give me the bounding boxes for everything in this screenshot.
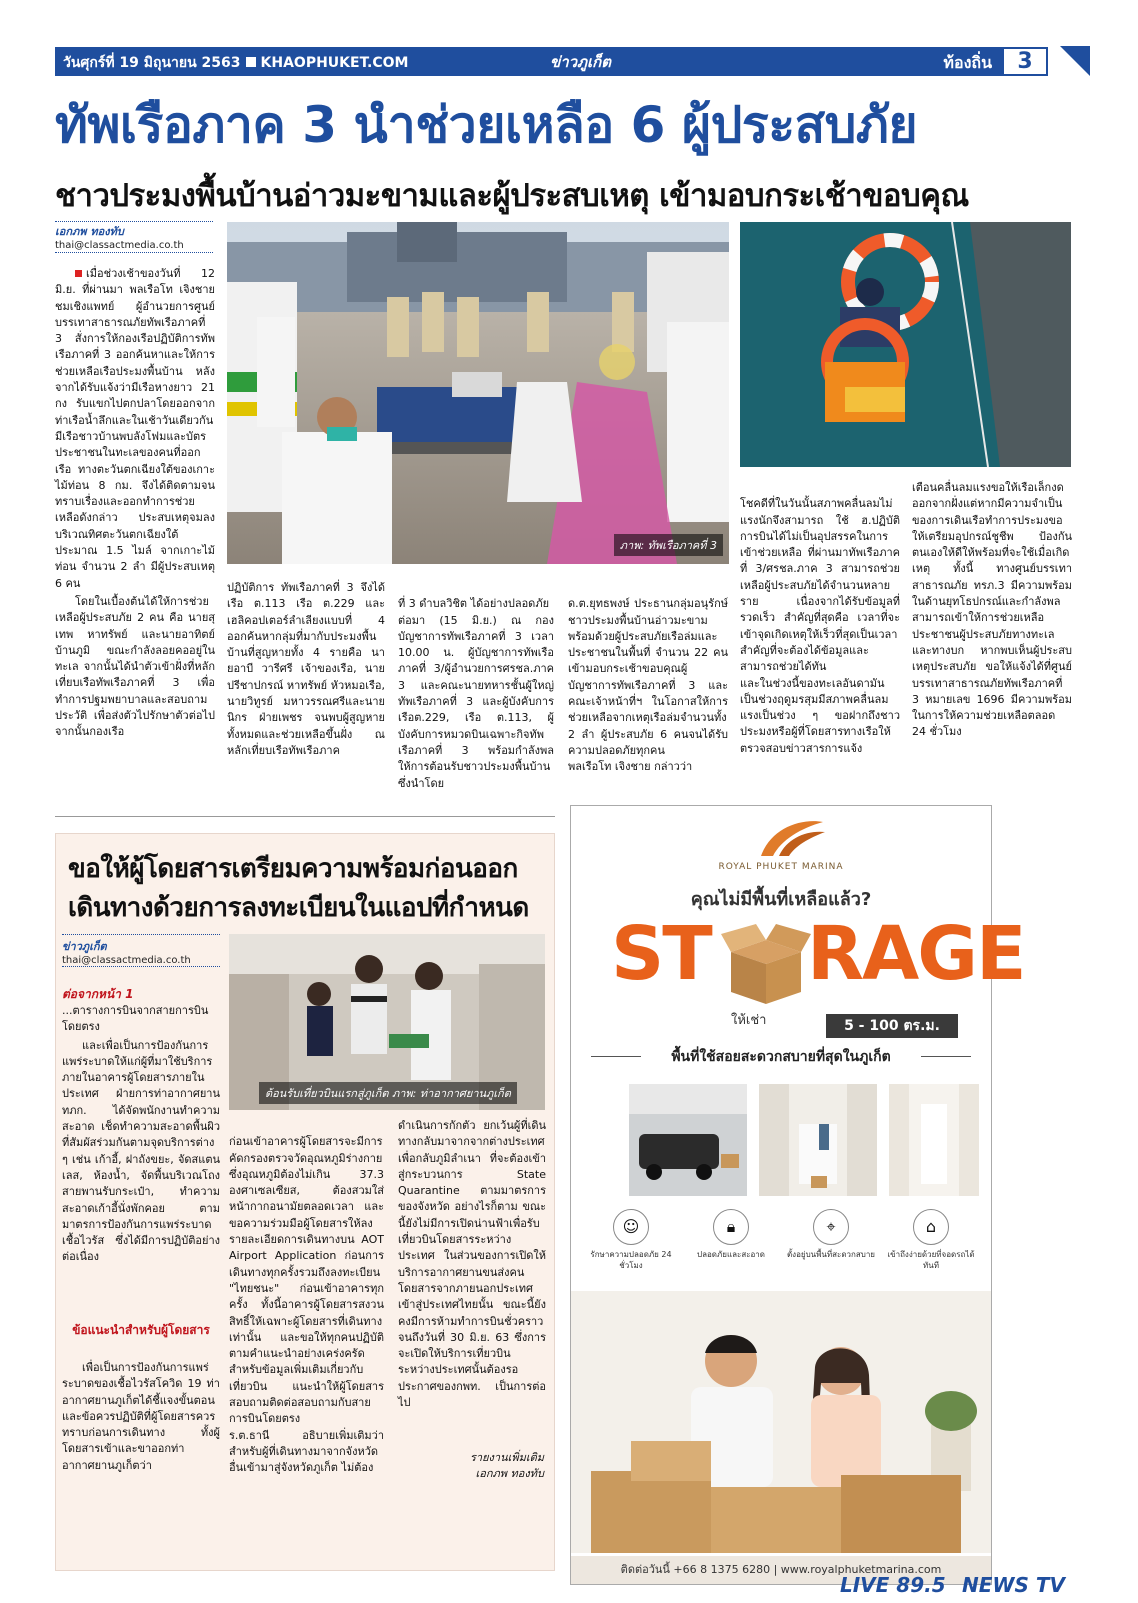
section-divider	[55, 816, 555, 817]
section-name: ท้องถิ่น	[943, 53, 992, 72]
article2-column-1b	[62, 1360, 220, 1570]
credit-name: เอกภพ ทองทับ	[475, 1467, 544, 1480]
ad-contact-bar[interactable]: ติดต่อวันนี้ +66 8 1375 6280 | www.royalphuketmarina.com	[571, 1556, 991, 1584]
header-date-line	[63, 52, 408, 74]
credit-label: รายงานเพิ่มเติม	[469, 1451, 544, 1464]
sail-logo-icon	[751, 818, 831, 858]
guard-icon: ☺	[613, 1209, 649, 1245]
page-header-bar	[55, 47, 1048, 76]
bullet-icon	[75, 270, 82, 277]
byline-author: ข่าวภูเก็ต	[62, 940, 107, 953]
location-icon: ⌖	[813, 1209, 849, 1245]
couple-with-boxes-photo	[571, 1291, 991, 1553]
byline-email[interactable]: thai@classactmedia.co.th	[55, 240, 184, 251]
article2-headline	[68, 850, 548, 928]
paragraph: เตือนคลื่นลมแรงขอให้เรือเล็กงดออกจากฝั่งแต่หากมีความจำเป็นของการเดินเรือทำการประมงขอให้เตรียมอุปกรณ์ชูชีพ ป้องกันตนเองให้ดีให้พร้อมที่จะใช้เมื่อเกิดเหตุ ทั้งนี้ ทางศูนย์บรรเทาสาธารณภัย ทรภ.3 มีความพร้อมในด้านยุทโธปกรณ์และกำลังพลสามารถเข้าให้การช่วยเหลือประชาชนผู้ประสบภัยทางทะเลและทางบก หากพบเห็นผู้ประสบเหตุประสบภัย ขอให้แจ้งได้ที่ศูนย์บรรเทาสาธารณภัยทัพเรือภาคที่ 3 หมายเลข 1696 มีความพร้อมในการให้ความช่วยเหลือตลอด 24 ชั่วโมง	[912, 481, 1072, 739]
article1-column-1	[55, 266, 215, 806]
ad-feature-label: เข้าถึงง่ายด้วยที่จอดรถได้ทันที	[887, 1250, 975, 1270]
airport-photo	[229, 934, 545, 1110]
paragraph	[55, 266, 215, 592]
byline-divider	[55, 252, 213, 253]
byline-divider	[62, 934, 220, 935]
article1-column-2	[227, 580, 385, 808]
article2-subheading: ข้อแนะนำสำหรับผู้โดยสาร	[72, 1323, 210, 1337]
article2-headline-line: ขอให้ผู้โดยสารเตรียมความพร้อมก่อนออก	[68, 854, 518, 884]
corridor-photo	[759, 1084, 877, 1196]
ad-word-left: ST	[611, 911, 711, 997]
paragraph-text: เมื่อช่วงเช้าของวันที่ 12 มิ.ย. ที่ผ่านมา พลเรือโท เจิงชาย ชมเชิงแพทย์ ผู้อำนวยการศูนย์บรรเทาสาธารณภัยทัพเรือภาคที่ 3 สั่งการให้กองเรือปฏิบัติการทัพเรือภาคที่ 3 ออกค้นหาและให้การช่วยเหลือเรือประมงพื้นบ้าน หลังจากได้รับแจ้งว่ามีเรือหางยาว 21 กง รับแขกไปตกปลาโดยออกจากท่าเรือน้ำลึกและในเช้าวันเดียวกันมีเรือชาวบ้านพบลังโฟมและบัตรประชาชนในทะเลของคนที่ออกเรือ ทางตะวันตกเฉียงใต้ของเกาะไม้ท่อน 8 กม. จึงได้ติดตามจนทราบเรื่องและออกทำการช่วยเหลือดังกล่าว ประสบเหตุจมลงบริเวณทิศตะวันตกเฉียงใต้ ประมาณ 1.5 ไมล์ จากเกาะไม้ท่อน จำนวน 2 ลำ มีผู้ประสบเหตุ 6 คน	[55, 267, 215, 590]
byline-divider	[55, 221, 213, 222]
article2-headline-line: เดินทางด้วยการลงทะเบียนในแอปที่กำหนด	[68, 893, 529, 923]
ad-features	[581, 1209, 981, 1281]
ad-feature-item	[881, 1209, 981, 1271]
article2-credit	[398, 1450, 544, 1482]
paragraph: ก่อนเข้าอาคารผู้โดยสารจะมีการคัดกรองตรวจวัดอุณหภูมิร่างกาย ซึ่งอุณหภูมิต้องไม่เกิน 37.3 องศาเซลเซียส, ต้องสวมใส่หน้ากากอนามัยตลอดเวลา และขอความร่วมมือผู้โดยสารให้ลงรายละเอียดการเดินทางบน AOT Airport Application ก่อนการเดินทางทุกครั้งรวมถึงลงทะเบียน "ไทยชนะ" ก่อนเข้าอาคารทุกครั้ง ทั้งนี้อาคารผู้โดยสารสงวนสิทธิ์ให้เฉพาะผู้โดยสารที่เดินทางเท่านั้น และขอให้ทุกคนปฏิบัติตามคำแนะนำอย่างเคร่งครัด สำหรับข้อมูลเพิ่มเติมเกี่ยวกับเที่ยวบิน แนะนำให้ผู้โดยสารสอบถามติดต่อสอบถามกับสายการบินโดยตรง ร.ต.ธานี อธิบายเพิ่มเติมว่า สำหรับผู้ที่เดินทางมาจากจังหวัดอื่นเข้ามาสู่จังหวัดภูเก็ต ไม่ต้อง	[229, 1135, 384, 1475]
hallway-photo	[889, 1084, 979, 1196]
ad-word-right: RAGE	[807, 911, 1025, 997]
live-radio-logo[interactable]: LIVE 89.5	[840, 1573, 946, 1597]
ad-size-badge: 5 - 100 ตร.ม.	[826, 1014, 958, 1038]
storage-advertisement[interactable]	[570, 805, 1025, 1585]
article1-byline	[55, 222, 213, 251]
lifebuoy-photo-illustration	[740, 222, 1071, 467]
article1-column-6	[912, 480, 1072, 808]
ad-tagline: พื้นที่ใช้สอยสะดวกสบายที่สุดในภูเก็ต	[671, 1049, 891, 1065]
paragraph: ...ตารางการบินจากสายการบินโดยตรง	[62, 1004, 209, 1034]
photo-caption: ภาพ: ทัพเรือภาคที่ 3	[614, 534, 723, 556]
article2-column-1a	[62, 1003, 220, 1308]
garage-icon: ⌂	[913, 1209, 949, 1245]
article2-byline	[62, 937, 220, 966]
page-number: 3	[1002, 47, 1048, 76]
header-site[interactable]: KHAOPHUKET.COM	[260, 55, 409, 71]
paragraph: ปฏิบัติการ ทัพเรือภาคที่ 3 จึงได้ เรือ ต.113 เรือ ต.229 และเฮลิคอปเตอร์ลำเลียงแบบที่ 4 ออกค้นหากลุ่มที่มากับประมงพื้นบ้านที่สูญหายทั้ง 4 รายคือ นายอาบี วารีศรี เจ้าของเรือ, นายปรีชาปกรณ์ หาทรัพย์ หัวหมอเรือ, นายวิทูรย์ มหาวรรณศรีและนายนิกร ฝ่ายเพชร จนพบผู้สูญหายทั้งหมดและช่วยเหลือขึ้นฝั่ง ณ หลักเที่ยบเรือทัพเรือภาค	[227, 581, 385, 757]
ad-rule	[921, 1056, 971, 1057]
ad-feature-label: ปลอดภัยและสะอาด	[697, 1250, 765, 1259]
ad-feature-item	[781, 1209, 881, 1260]
garage-photo	[629, 1084, 747, 1196]
rescue-photo-illustration	[227, 222, 729, 564]
article1-column-3	[398, 580, 554, 808]
paragraph: ดำเนินการกักตัว ยกเว้นผู้ที่เดินทางกลับมาจากจากต่างประเทศเพื่อกลับภูมิลำเนา ที่จะต้องเข้าสู่กระบวนการ State Quarantine ตามมาตรการของจังหวัด อย่างไรก็ตาม ขณะนี้ยังไม่มีการเปิดน่านฟ้าเพื่อรับเที่ยวบินโดยสารระหว่างประเทศ ในส่วนของการเปิดให้บริการอากาศยานขนส่งคนโดยสารจากภายนอกประเทศเข้าสู่ประเทศไทยนั้น ขณะนี้ยังคงมีการห้ามทำการบินชั่วคราวจนถึงวันที่ 30 มิ.ย. 63 ซึ่งการจะเปิดให้บริการเที่ยวบินระหว่างประเทศนั้นต้องรอประกาศของกพท. เป็นการต่อไป	[398, 1119, 546, 1410]
paragraph: เพื่อเป็นการป้องกันการแพร่ระบาดของเชื้อไวรัสโควิด 19 ท่าอากาศยานภูเก็ตได้ชี้แจงขั้นตอนและข้อควรปฏิบัติที่ผู้โดยสารควรทราบก่อนการเดินทาง ทั้งผู้โดยสารเข้าและขาออกท่าอากาศยานภูเก็ตว่า	[62, 1361, 220, 1472]
paragraph: ด.ต.ยุทธพงษ์ ประธานกลุ่มอนุรักษ์ชาวประมงพื้นบ้านอ่าวมะขาม พร้อมด้วยผู้ประสบภัยเรือล่มและประชาชนในพื้นที่ จำนวน 22 คน เข้ามอบกระเช้าขอบคุณผู้บัญชาการทัพเรือภาคที่ 3 และคณะเจ้าหน้าที่ฯ ในโอกาสให้การช่วยเหลือจากเหตุเรือล่มจำนวนทั้ง 2 ลำ ผู้ประสบภัย 6 คนจนได้รับความปลอดภัยทุกคน พลเรือโท เจิงชาย กล่าวว่า	[568, 597, 728, 774]
ad-rent-label: ให้เช่า	[731, 1013, 767, 1028]
paragraph: โชคดีที่ในวันนั้นสภาพคลื่นลมไม่แรงนักจึงสามารถ ใช้ ฮ.ปฏิบัติการบินได้ไม่เป็นอุปสรรคในการเข้าช่วยเหลือ ที่ผ่านมาทัพเรือภาคที่ 3/ศรชล.ภาค 3 สามารถช่วยเหลือผู้ประสบภัยได้จำนวนหลายราย เนื่องจากได้รับข้อมูลที่รวดเร็ว สำคัญที่สุดคือ เวลาที่จะเข้าจุดเกิดเหตุให้เร็วที่สุดเป็นเวลาสำคัญที่จะต้องได้ข้อมูลและสามารถช่วยได้ทัน และในช่วงนี้ของทะเลอันดามันเป็นช่วงฤดูมรสุมมีสภาพคลื่นลมแรงเป็นช่วง ๆ ขอฝากถึงชาวประมงหรือผู้ที่โดยสารทางเรือให้ตรวจสอบข่าวสารการแจ้ง	[740, 497, 900, 755]
news-tv-logo[interactable]: NEWS TV	[962, 1573, 1065, 1597]
paragraph: ที่ 3 ดำบลวิชิต ได้อย่างปลอดภัย ต่อมา (15 มิ.ย.) ณ กองบัญชาการทัพเรือภาคที่ 3 เวลา 10.00 น. ผู้บัญชาการทัพเรือภาคที่ 3/ผู้อำนวยการศรชล.ภาค 3 และคณะนายทหารชั้นผู้ใหญ่ทัพเรือภาคที่ 3 และผู้บังคับการเรือต.229, เรือ ต.113, ผู้บังคับการหมวดบินเฉพาะกิจทัพเรือภาคที่ 3 พร้อมกำลังพล ให้การต้อนรับชาวประมงพื้นบ้าน ซึ่งนำโดย	[398, 597, 554, 790]
ad-question: คุณไม่มีพื้นที่เหลือแล้ว?	[690, 889, 872, 910]
paragraph: โดยในเบื้องต้นได้ให้การช่วยเหลือผู้ประสบภัย 2 คน คือ นายสุเทพ หาทรัพย์ และนายอาทิตย์ บ้านภูมิ ขณะกำลังลอยคออยู่ในทะเล จากนั้นได้นำตัวเข้าฝั่งที่หลักเที่ยบเรือทัพเรือภาคที่ 3 เพื่อทำการปฐมพยาบาลและสอบถามประวัติ เพื่อส่งตัวไปรักษาตัวต่อไป จากนั้นกองเรือ	[55, 594, 215, 739]
lifebuoy-photo	[740, 222, 1071, 467]
header-date: วันศุกร์ที่ 19 มิถุนายน 2563	[63, 55, 241, 71]
newspaper-logo: ข่าวภูเก็ต	[550, 53, 611, 71]
cardboard-box-icon	[721, 912, 811, 1008]
main-headline: ทัพเรือภาค 3 นำช่วยเหลือ 6 ผู้ประสบภัย	[55, 96, 918, 154]
continued-from-label: ต่อจากหน้า 1	[62, 987, 134, 1001]
article2-column-3	[398, 1118, 546, 1443]
ad-feature-item	[681, 1209, 781, 1260]
ad-feature-label: ตั้งอยู่บนพื้นที่สะดวกสบาย	[786, 1250, 875, 1259]
rescue-photo	[227, 222, 729, 564]
ad-feature-item	[581, 1209, 681, 1271]
article1-column-4	[568, 580, 728, 808]
lock-icon: 🔒︎	[713, 1209, 749, 1245]
article1-column-5	[740, 480, 900, 808]
byline-author: เอกภพ ทองทับ	[55, 225, 124, 238]
ad-feature-label: รักษาความปลอดภัย 24 ชั่วโมง	[590, 1250, 672, 1270]
square-icon	[246, 57, 256, 67]
ad-brand: ROYAL PHUKET MARINA	[718, 862, 844, 872]
ad-rule	[591, 1056, 641, 1057]
corner-triangle-icon	[1060, 46, 1090, 76]
byline-divider	[62, 966, 220, 967]
photo-caption: ต้อนรับเที่ยวบินแรกสู่ภูเก็ต ภาพ: ท่าอากาศยานภูเก็ต	[259, 1082, 517, 1104]
article2-column-2	[229, 1118, 384, 1568]
paragraph: และเพื่อเป็นการป้องกันการแพร่ระบาดให้แก่ผู้ที่มาใช้บริการ ภายในอาคารผู้โดยสารภายในประเทศ ฝ่ายการท่าอากาศยาน ทภก. ได้จัดพนักงานทำความสะอาด เช็ดทำความสะอาดพื้นผิวที่สัมผัสร่วมกันตามจุดบริการต่าง ๆ เช่น เก้าอี้, ฝาถังขยะ, จัดสแตนเลส, ห้องน้ำ, จัดพื้นบริเวณโถงสายพานรับกระเป๋า, ทำความสะอาดเก้าอี้นั่งพักคอย ตามมาตรการป้องกันการแพร่ระบาดเชื้อไวรัส ซึ่งได้มีการปฏิบัติอย่างต่อเนื่อง	[62, 1038, 220, 1264]
main-subheadline: ชาวประมงพื้นบ้านอ่าวมะขามและผู้ประสบเหตุ เข้ามอบกระเช้าขอบคุณ	[55, 178, 969, 214]
byline-email[interactable]: thai@classactmedia.co.th	[62, 955, 191, 966]
